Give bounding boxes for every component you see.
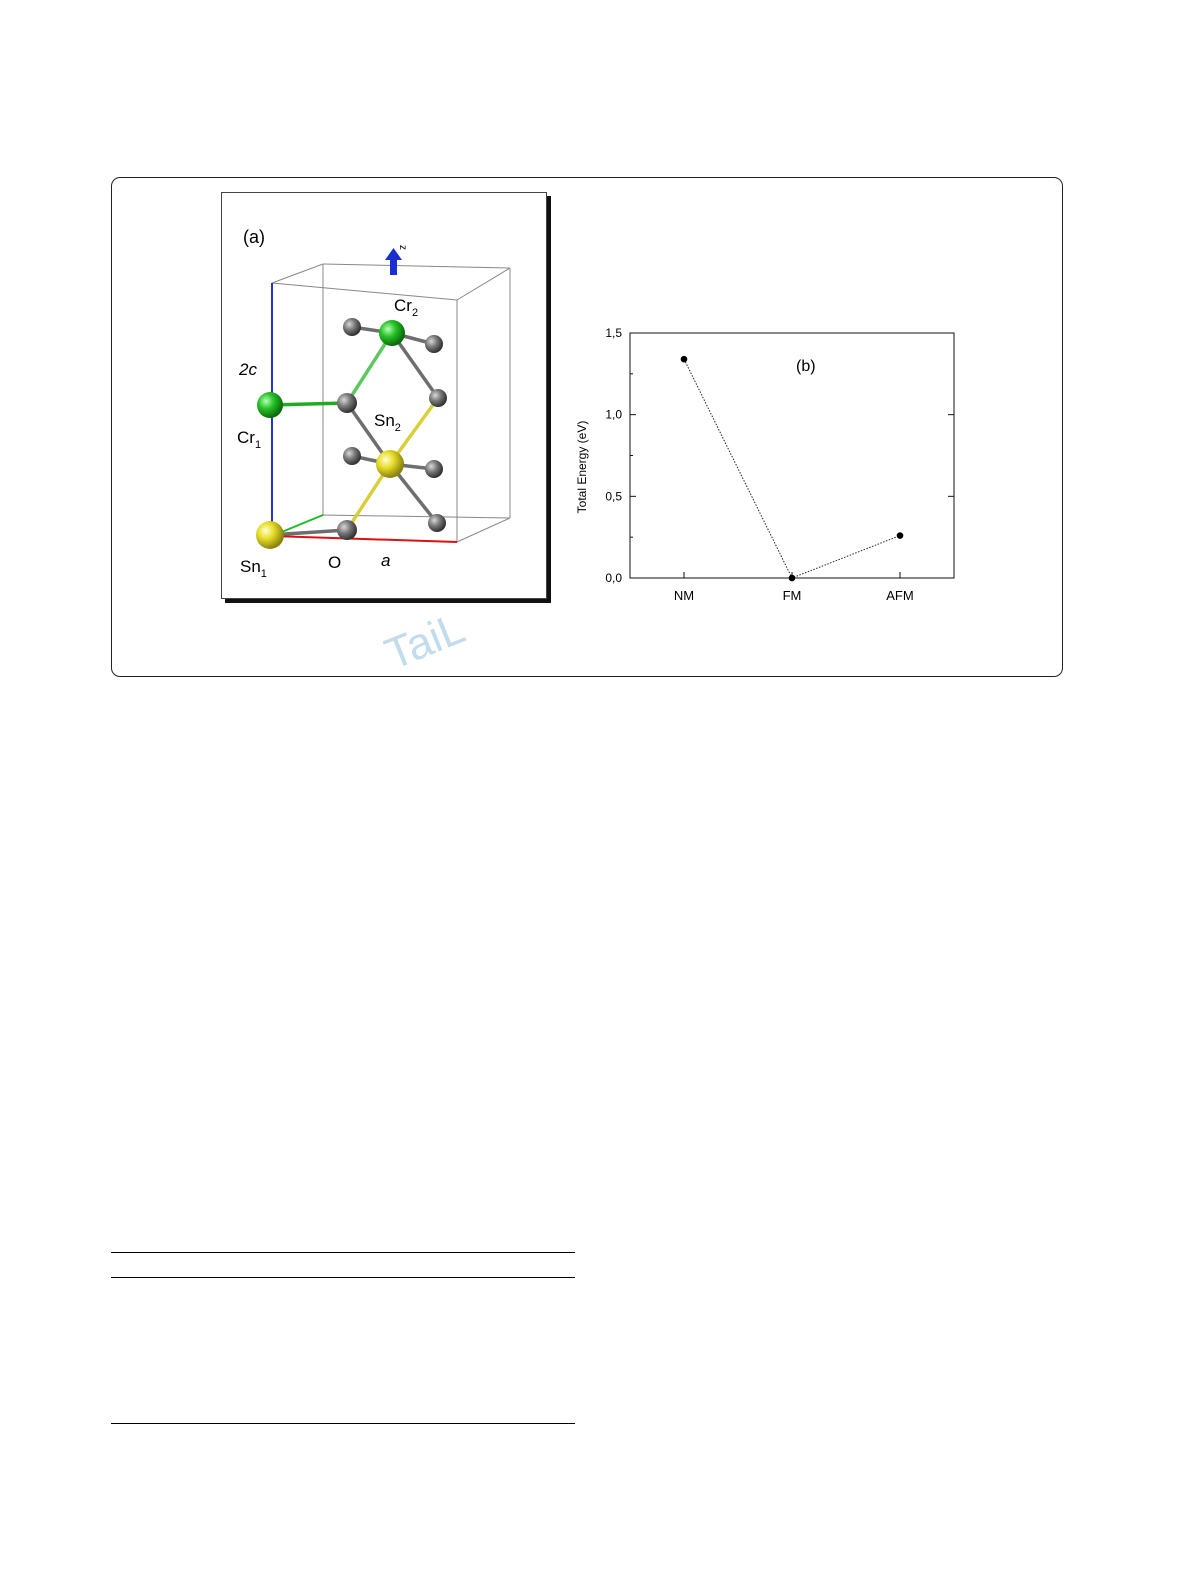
c-axis-label: 2c — [239, 360, 257, 379]
cr1-atom — [257, 392, 283, 418]
series-line — [684, 359, 900, 578]
cr2-label: $Cr_2$ — [394, 296, 419, 319]
energy-chart-svg — [560, 310, 980, 620]
x-tick-label: NM — [673, 588, 695, 603]
watermark — [383, 590, 533, 685]
y-tick-label: 0,5 — [605, 489, 622, 504]
energy-chart — [560, 310, 980, 620]
table-header-rule — [111, 1277, 575, 1278]
y-tick-label: 1,5 — [605, 326, 622, 340]
y-tick-label: 0,0 — [605, 571, 622, 585]
z-axis-arrow — [385, 248, 402, 275]
x-tick-label: AFM — [886, 588, 914, 603]
panel-b-label: (b) — [796, 358, 816, 375]
plot-frame — [630, 333, 954, 578]
sn1-label: $Sn_1$ — [240, 557, 267, 580]
sn2-atom — [376, 450, 404, 478]
a-axis-line — [272, 536, 457, 542]
watermark-graphic — [383, 590, 533, 680]
z-axis-label: z — [397, 245, 408, 250]
sn1-atom — [256, 521, 284, 549]
table-top-rule — [111, 1252, 575, 1253]
chart-marks — [605, 326, 954, 603]
origin-label: O — [328, 553, 342, 572]
data-point — [681, 356, 688, 363]
data-point — [897, 532, 904, 539]
crystal-structure-drawing — [222, 193, 548, 600]
a-axis-label: a — [381, 551, 391, 570]
x-tick-label: FM — [782, 588, 802, 603]
sn2-label: $Sn_2$ — [374, 411, 401, 434]
crystal-structure-panel — [221, 192, 547, 599]
cr2-atom — [379, 320, 405, 346]
y-tick-label: 1,0 — [605, 407, 622, 422]
cr1-label: $Cr_1$ — [237, 428, 262, 451]
panel-a-label: (a) — [243, 227, 265, 247]
watermark-text: TaiL — [383, 603, 472, 680]
y-axis-label: Total Energy (eV) — [575, 420, 589, 514]
data-point — [789, 575, 796, 582]
bonds — [270, 327, 438, 535]
table-bottom-rule — [111, 1423, 575, 1424]
